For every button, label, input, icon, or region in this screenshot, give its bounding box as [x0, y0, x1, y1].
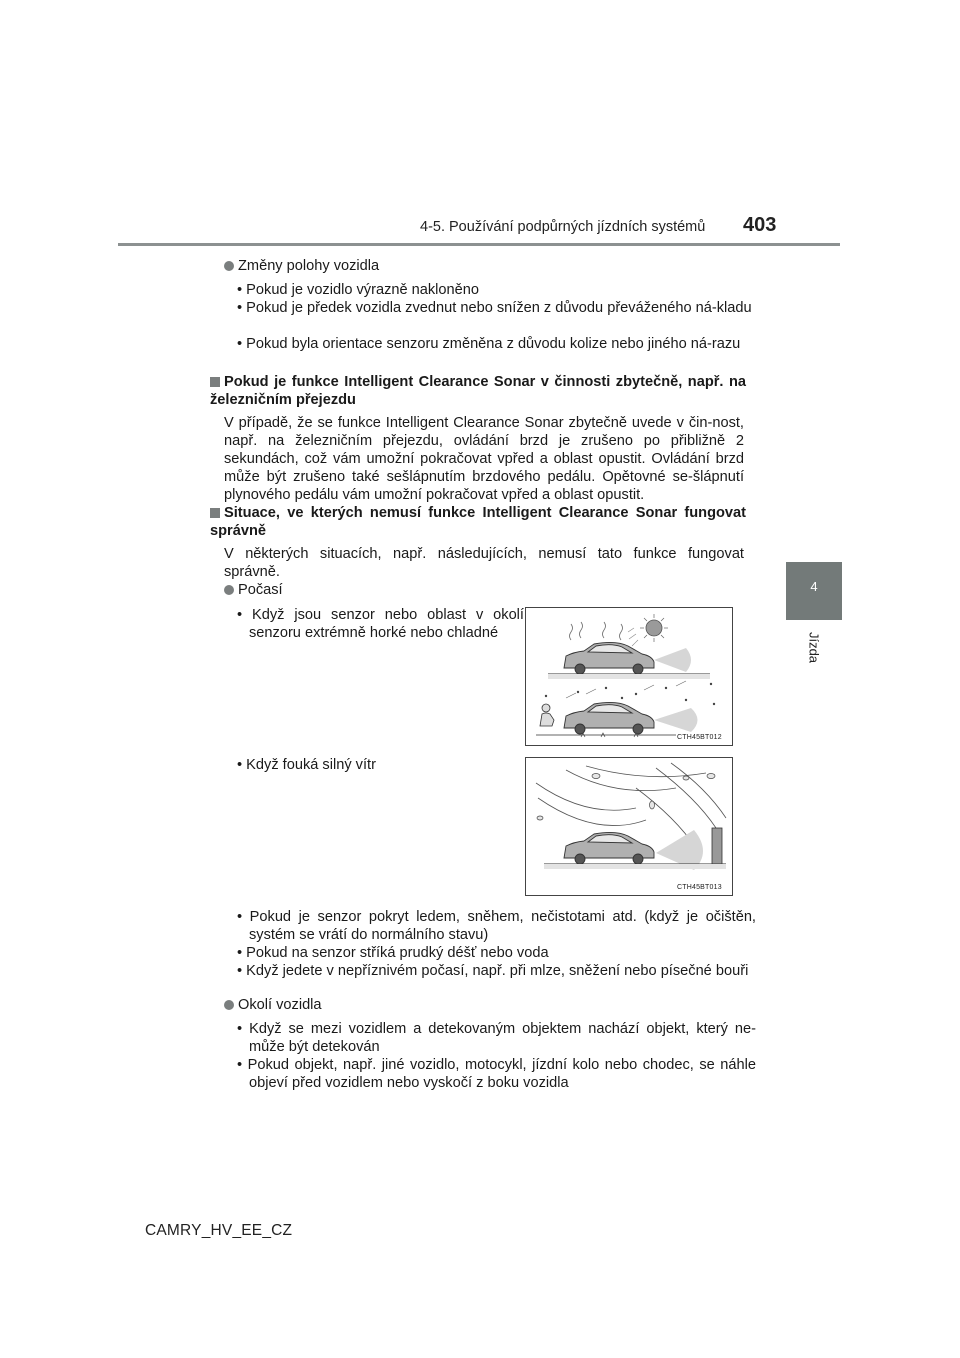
- car-icon: [564, 832, 654, 864]
- strong-wind-illustration: [526, 758, 732, 895]
- list-item: • Když jedete v nepříznivém počasí, např. při mlze, sněžení nebo písečné bouři: [237, 963, 749, 979]
- person-icon: [540, 704, 554, 726]
- list-item: • Když fouká silný vítr: [237, 757, 376, 773]
- document-code: CAMRY_HV_EE_CZ: [145, 1222, 293, 1239]
- list-item: • Když jsou senzor nebo oblast v okolí senzoru extrémně horké nebo chladné: [237, 607, 524, 641]
- figure-heat-cold: [525, 607, 733, 746]
- list-item: • Když se mezi vozidlem a detekovaným objektem nachází objekt, který ne-může být detekován: [237, 1021, 757, 1055]
- list-item: • Pokud je vozidlo výrazně nakloněno: [237, 282, 480, 298]
- figure-code: CTH45BT013: [677, 884, 722, 891]
- header-rule: [118, 243, 840, 246]
- situations-intro: V některých situacích, např. následujících, nemusí tato funkce fungovat správně.: [224, 546, 744, 580]
- list-item: • Pokud na senzor stříká prudký déšť nebo voda: [237, 945, 549, 961]
- hot-cold-illustration: [526, 608, 732, 745]
- weather-title: Počasí: [224, 581, 283, 599]
- square-bullet-icon: [210, 508, 220, 518]
- list-item: • Pokud byla orientace senzoru změněna z důvodu kolize nebo jiného ná-razu: [237, 336, 741, 352]
- railway-body: V případě, že se funkce Intelligent Clearance Sonar zbytečně uvede v čin-nost, např. na železničním přejezdu, ovládání brzd je zrušeno po přibližně 2 sekundách, což vám umožní pokračovat vpřed a oblast opustit. Ovládání brzd může být zrušeno také sešlápnutím brzdového pedálu. Opětovné se-šlápnutí plynového pedálu vám umožní pokračovat vpřed a oblast opustit.: [224, 415, 744, 503]
- situations-heading: Situace, ve kterých nemusí funkce Intelligent Clearance Sonar fungovat správně: [210, 505, 746, 539]
- chapter-tab-label: Jízda: [806, 631, 822, 664]
- figure-code: CTH45BT012: [677, 734, 722, 741]
- circle-bullet-icon: [224, 585, 234, 595]
- heat-waves-icon: [570, 622, 623, 640]
- car-icon: [564, 642, 654, 674]
- railway-heading: Pokud je funkce Intelligent Clearance Sonar v činnosti zbytečně, např. na železničním přejezdu: [210, 374, 746, 408]
- sun-icon: [628, 614, 668, 646]
- snowflakes-icon: [545, 683, 715, 705]
- page-header-title: 4-5. Používání podpůrných jízdních systémů: [420, 219, 706, 235]
- car-icon: [564, 702, 654, 734]
- wall-icon: [712, 828, 722, 864]
- list-item: • Pokud objekt, např. jiné vozidlo, motocykl, jízdní kolo nebo chodec, se náhle objeví před vozidlem nebo vyskočí z boku vozidla: [237, 1057, 756, 1091]
- surroundings-title: Okolí vozidla: [224, 996, 322, 1014]
- position-changes-title: Změny polohy vozidla: [224, 257, 379, 275]
- list-item: • Pokud je senzor pokryt ledem, sněhem, nečistotami atd. (když je očištěn, systém se vrátí do normálního stavu): [237, 909, 756, 943]
- circle-bullet-icon: [224, 261, 234, 271]
- circle-bullet-icon: [224, 1000, 234, 1010]
- list-item: • Pokud je předek vozidla zvednut nebo snížen z důvodu převáženého ná-kladu: [237, 300, 752, 316]
- square-bullet-icon: [210, 377, 220, 387]
- chapter-tab-number: 4: [810, 579, 818, 594]
- page-number: 403: [743, 214, 777, 236]
- figure-strong-wind: [525, 757, 733, 896]
